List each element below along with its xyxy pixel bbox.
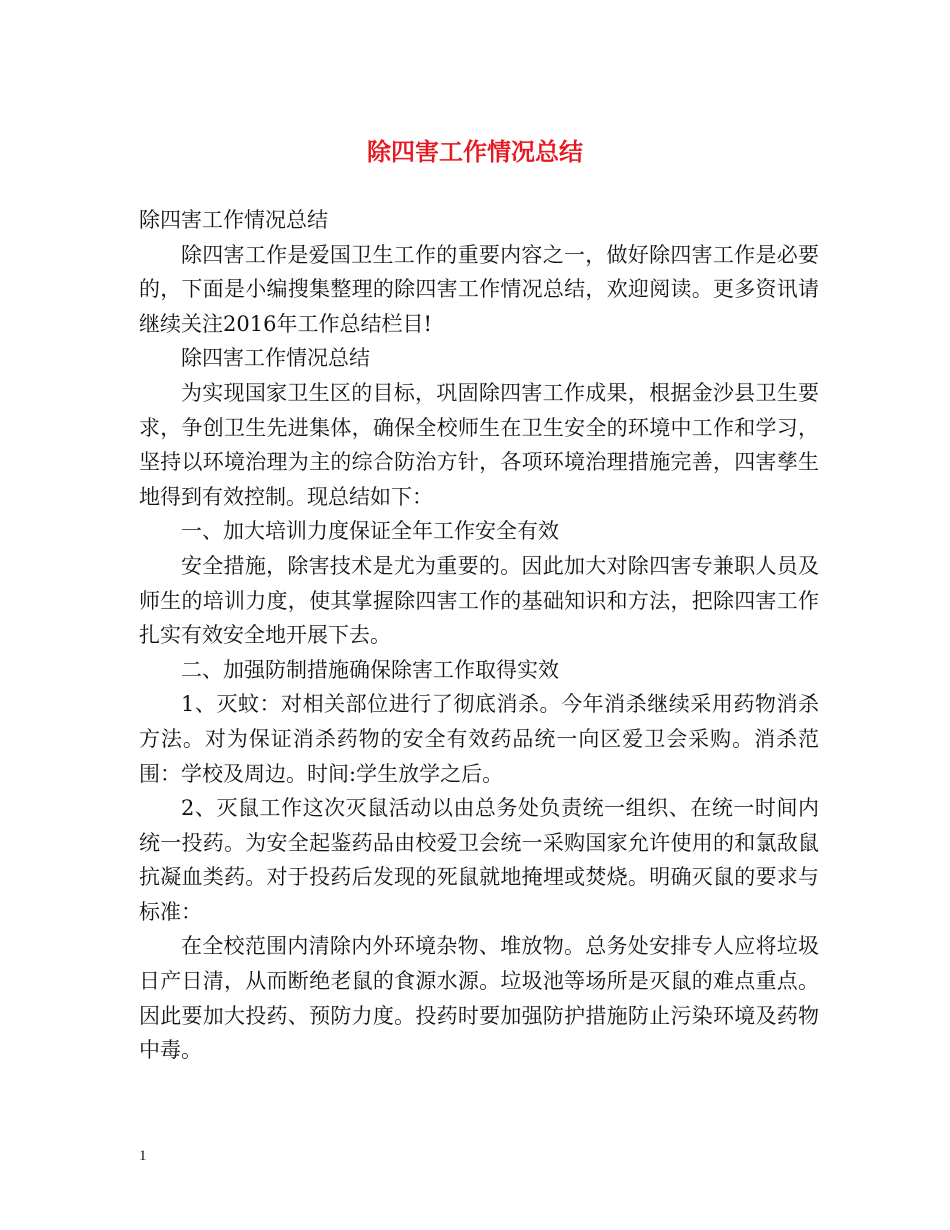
- paragraph-intro: 除四害工作是爱国卫生工作的重要内容之一，做好除四害工作是必要的，下面是小编搜集整理的除四害工作情况总结，欢迎阅读。更多资讯请继续关注2016年工作总结栏目!: [139, 242, 819, 336]
- paragraph-cleanup: 在全校范围内清除内外环境杂物、堆放物。总务处安排专人应将垃圾日产日清，从而断绝老鼠的食源水源。垃圾池等场所是灭鼠的难点重点。因此要加大投药、预防力度。投药时要加强防护措施防止污染环境及药物中毒。: [139, 934, 819, 1063]
- section-heading-prevention: 二、加强防制措施确保除害工作取得实效: [181, 657, 559, 682]
- document-title: 除四害工作情况总结: [367, 137, 583, 166]
- section-heading-training: 一、加大培训力度保证全年工作安全有效: [181, 519, 559, 544]
- document-body: [139, 203, 819, 1068]
- paragraph-mosquito: 1、灭蚊：对相关部位进行了彻底消杀。今年消杀继续采用药物消杀方法。对为保证消杀药物的安全有效药品统一向区爱卫会采购。消杀范围：学校及周边。时间:学生放学之后。: [139, 692, 819, 786]
- paragraph-overview: 为实现国家卫生区的目标，巩固除四害工作成果，根据金沙县卫生要求，争创卫生先进集体，确保全校师生在卫生安全的环境中工作和学习，坚持以环境治理为主的综合防治方针，各项环境治理措施完善，四害孳生地得到有效控制。现总结如下：: [139, 380, 819, 509]
- paragraph-subtitle: 除四害工作情况总结: [139, 208, 328, 232]
- paragraph-training: 安全措施，除害技术是尤为重要的。因此加大对除四害专兼职人员及师生的培训力度，使其掌握除四害工作的基础知识和方法，把除四害工作扎实有效安全地开展下去。: [139, 553, 819, 648]
- paragraph-heading: 除四害工作情况总结: [181, 346, 370, 371]
- page-number: 1: [139, 1148, 147, 1164]
- paragraph-rodent: 2、灭鼠工作这次灭鼠活动以由总务处负责统一组织、在统一时间内统一投药。为安全起鉴药品由校爱卫会统一采购国家允许使用的和氯敌鼠抗凝血类药。对于投药后发现的死鼠就地掩埋或焚烧。明确灭鼠的要求与标准：: [139, 796, 819, 924]
